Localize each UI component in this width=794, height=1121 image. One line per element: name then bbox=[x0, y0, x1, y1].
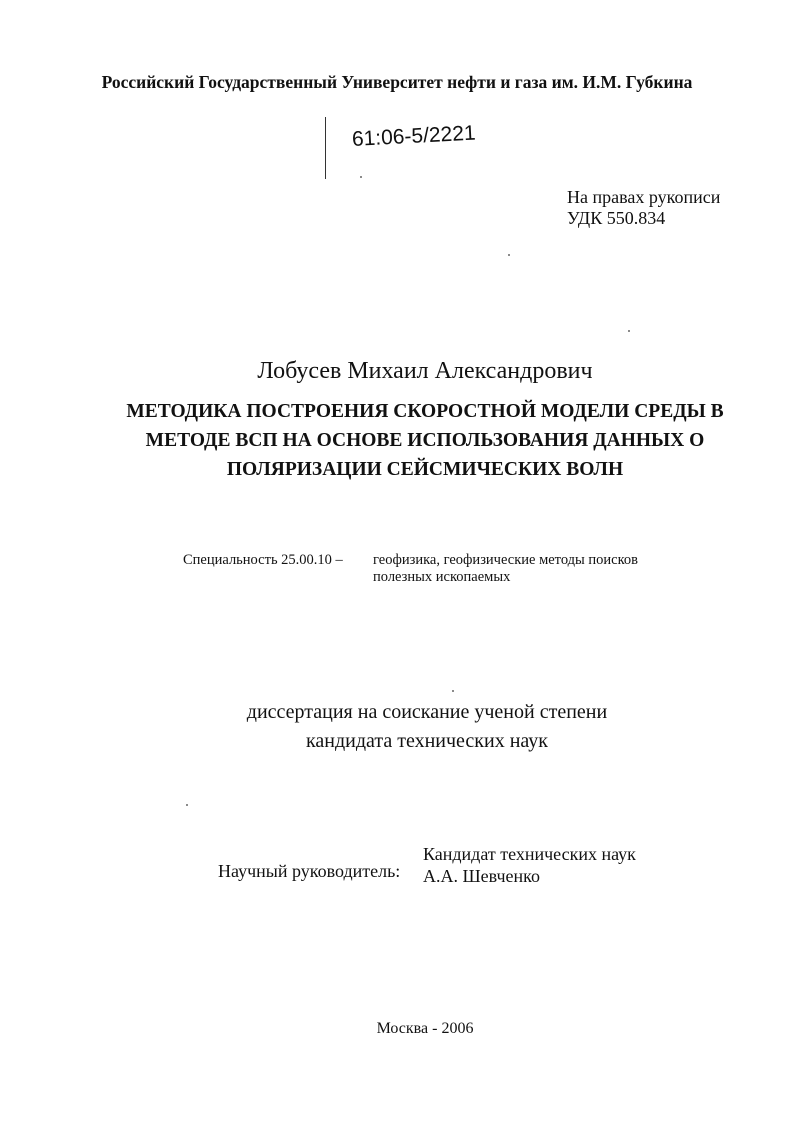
degree-line: диссертация на соискание ученой степени bbox=[246, 701, 608, 723]
specialty-value-line: геофизика, геофизические методы поисков bbox=[373, 552, 639, 568]
title-line: МЕТОДЕ ВСП НА ОСНОВЕ ИСПОЛЬЗОВАНИЯ ДАННЫХ О bbox=[145, 430, 705, 451]
specialty-label: Специальность 25.00.10 – bbox=[183, 552, 343, 568]
scan-speck bbox=[360, 176, 362, 178]
university-name: Российский Государственный Университет нефти и газа им. И.М. Губкина bbox=[101, 72, 693, 92]
advisor-label: Научный руководитель: bbox=[218, 861, 401, 881]
library-stamp-number: 61:06-5/2221 bbox=[351, 121, 477, 151]
manuscript-rights-label: На правах рукописи bbox=[567, 187, 721, 207]
scan-speck bbox=[508, 254, 510, 256]
title-line: ПОЛЯРИЗАЦИИ СЕЙСМИЧЕСКИХ ВОЛН bbox=[226, 459, 624, 480]
degree-statement bbox=[0, 698, 794, 756]
advisor-info bbox=[423, 843, 636, 887]
scan-speck bbox=[628, 330, 630, 332]
specialty-value bbox=[373, 552, 638, 586]
advisor-title: Кандидат технических наук bbox=[423, 844, 636, 864]
title-line: МЕТОДИКА ПОСТРОЕНИЯ СКОРОСТНОЙ МОДЕЛИ СРЕДЫ В bbox=[126, 401, 724, 422]
degree-line: кандидата технических наук bbox=[305, 730, 549, 752]
city-year: Москва - 2006 bbox=[376, 1020, 474, 1037]
dissertation-title bbox=[0, 397, 794, 484]
scan-speck bbox=[452, 690, 454, 692]
manuscript-rights-block bbox=[567, 187, 720, 229]
advisor-name: А.А. Шевченко bbox=[423, 866, 540, 886]
udc-code: УДК 550.834 bbox=[567, 208, 666, 228]
stamp-mark-line bbox=[325, 117, 326, 179]
scan-speck bbox=[186, 804, 188, 806]
specialty-value-line: полезных ископаемых bbox=[373, 569, 511, 585]
author-name: Лобусев Михаил Александрович bbox=[257, 358, 593, 384]
